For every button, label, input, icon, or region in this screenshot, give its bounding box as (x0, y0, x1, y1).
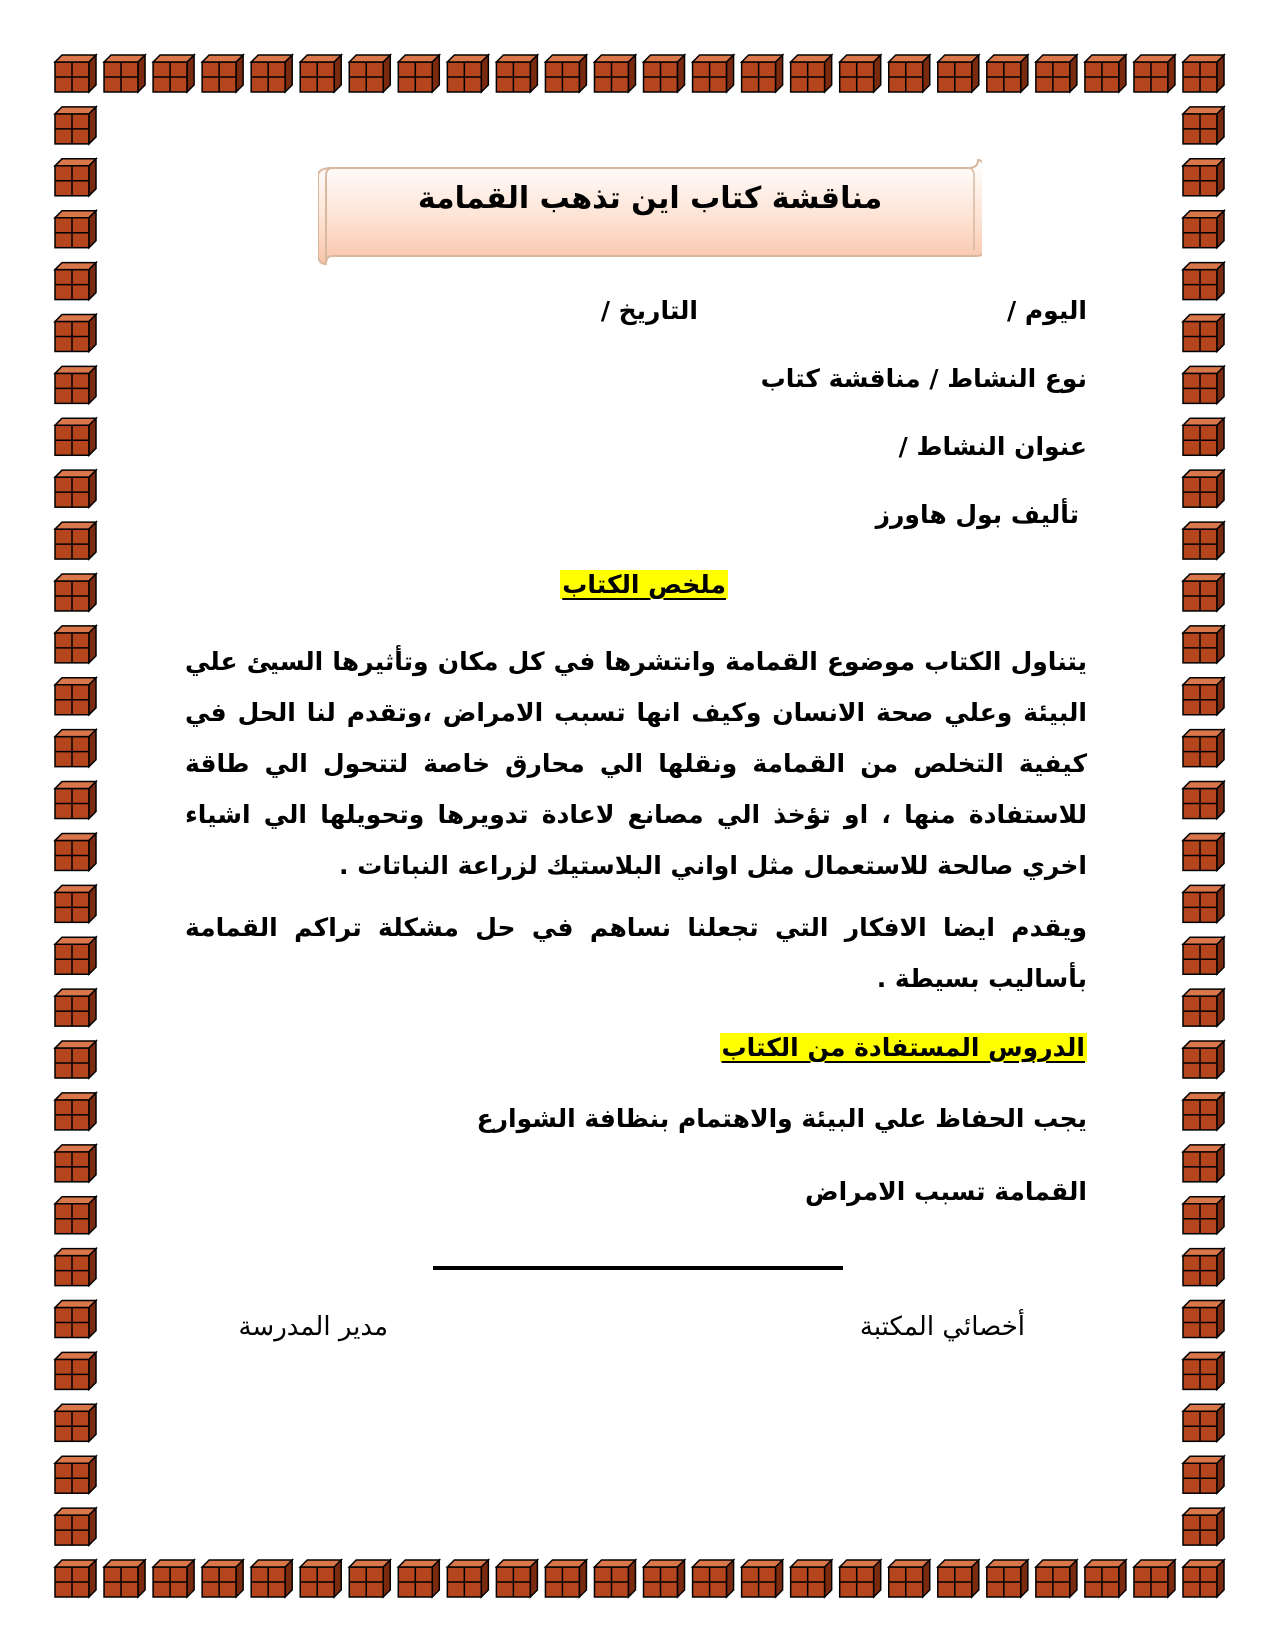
border-box-icon (202, 1560, 243, 1597)
page-title: مناقشة كتاب اين تذهب القمامة (417, 180, 883, 216)
border-box-icon (693, 55, 734, 92)
border-box-icon (55, 885, 96, 922)
border-box-icon (1183, 730, 1224, 767)
border-box-icon (1183, 678, 1224, 715)
border-box-icon (1183, 1301, 1224, 1338)
border-box-icon (1183, 1093, 1224, 1130)
border-box-icon (644, 55, 685, 92)
border-box-icon (1183, 937, 1224, 974)
border-box-icon (55, 1404, 96, 1441)
border-box-icon (1183, 211, 1224, 248)
border-box-icon (1183, 263, 1224, 300)
border-box-icon (55, 730, 96, 767)
border-box-icon (55, 314, 96, 351)
border-box-icon (55, 678, 96, 715)
border-box-icon (1183, 1404, 1224, 1441)
summary-heading: ملخص الكتاب (562, 570, 726, 599)
border-box-icon (1183, 418, 1224, 455)
border-box-icon (55, 1197, 96, 1234)
border-box-icon (55, 1352, 96, 1389)
author-field: تأليف بول هاورز (875, 500, 1079, 529)
signature-line (433, 1266, 843, 1270)
border-box-icon (1183, 574, 1224, 611)
border-box-icon (202, 55, 243, 92)
border-box-icon (398, 1560, 439, 1597)
border-box-icon (791, 55, 832, 92)
border-box-icon (55, 782, 96, 819)
border-box-icon (104, 1560, 145, 1597)
border-box-icon (251, 55, 292, 92)
border-box-icon (1085, 1560, 1126, 1597)
border-box-icon (1183, 1352, 1224, 1389)
border-box-icon (545, 1560, 586, 1597)
border-box-icon (1134, 55, 1175, 92)
border-box-icon (791, 1560, 832, 1597)
border-box-icon (1183, 782, 1224, 819)
border-box-icon (1183, 366, 1224, 403)
border-box-icon (447, 55, 488, 92)
border-box-icon (1085, 55, 1126, 92)
border-box-icon (55, 1041, 96, 1078)
border-box-icon (840, 1560, 881, 1597)
border-box-icon (398, 55, 439, 92)
border-box-icon (1183, 1560, 1224, 1597)
lesson-item-1: يجب الحفاظ علي البيئة والاهتمام بنظافة الشوارع (476, 1104, 1087, 1133)
activity-type-field: نوع النشاط / مناقشة كتاب (760, 364, 1087, 393)
border-box-icon (55, 989, 96, 1026)
border-box-icon (55, 1456, 96, 1493)
border-box-icon (55, 211, 96, 248)
border-box-icon (349, 1560, 390, 1597)
border-box-icon (987, 55, 1028, 92)
border-box-icon (1036, 1560, 1077, 1597)
border-box-icon (55, 1145, 96, 1182)
border-box-icon (742, 1560, 783, 1597)
border-box-icon (496, 55, 537, 92)
principal-signature-label: مدير المدرسة (238, 1312, 388, 1342)
border-box-icon (1183, 1145, 1224, 1182)
border-box-icon (545, 55, 586, 92)
summary-paragraph-1: يتناول الكتاب موضوع القمامة وانتشرها في كل مكان وتأثيرها السيئ علي البيئة وعلي صحة الانسان وكيف انها تسبب الامراض ،وتقدم لنا الحل في كيفية التخلص من القمامة ونقلها الي محارق خاصة لتتحول الي طاقة للاستفادة منها ، او تؤخذ الي مصانع لاعادة تدويرها وتحويلها الي اشياء اخري صالحة للاستعمال مثل اواني البلاستيك لزراعة النباتات . (185, 647, 1087, 880)
lesson-item-2: القمامة تسبب الامراض (804, 1177, 1087, 1206)
border-box-icon (55, 55, 96, 92)
border-box-icon (1183, 626, 1224, 663)
border-box-icon (1183, 159, 1224, 196)
border-box-icon (1183, 55, 1224, 92)
border-box-icon (300, 1560, 341, 1597)
border-box-icon (55, 937, 96, 974)
border-box-icon (1183, 989, 1224, 1026)
border-box-icon (1183, 1197, 1224, 1234)
border-box-icon (1183, 1508, 1224, 1545)
border-box-icon (55, 1301, 96, 1338)
border-box-icon (55, 1508, 96, 1545)
border-box-icon (1183, 107, 1224, 144)
border-box-icon (55, 1249, 96, 1286)
border-box-icon (300, 55, 341, 92)
date-field: التاريخ / (600, 296, 698, 325)
border-box-icon (1183, 314, 1224, 351)
border-box-icon (987, 1560, 1028, 1597)
border-box-icon (55, 107, 96, 144)
border-box-icon (1134, 1560, 1175, 1597)
border-box-icon (938, 55, 979, 92)
librarian-signature-label: أخصائي المكتبة (859, 1312, 1025, 1342)
summary-paragraph-2: ويقدم ايضا الافكار التي تجعلنا نساهم في حل مشكلة تراكم القمامة بأساليب بسيطة . (185, 913, 1087, 993)
border-box-icon (55, 263, 96, 300)
border-box-icon (840, 55, 881, 92)
border-box-icon (104, 55, 145, 92)
border-box-icon (251, 1560, 292, 1597)
border-box-icon (55, 626, 96, 663)
border-box-icon (644, 1560, 685, 1597)
border-box-icon (1183, 470, 1224, 507)
border-box-icon (55, 366, 96, 403)
border-box-icon (1183, 1041, 1224, 1078)
border-box-icon (55, 418, 96, 455)
border-box-icon (55, 833, 96, 870)
border-box-icon (55, 574, 96, 611)
lessons-heading: الدروس المستفادة من الكتاب (721, 1033, 1085, 1062)
border-box-icon (496, 1560, 537, 1597)
border-box-icon (1183, 1456, 1224, 1493)
border-box-icon (1183, 522, 1224, 559)
border-box-icon (55, 470, 96, 507)
border-box-icon (349, 55, 390, 92)
border-box-icon (1183, 885, 1224, 922)
border-box-icon (938, 1560, 979, 1597)
activity-title-field: عنوان النشاط / (898, 432, 1087, 461)
border-box-icon (594, 55, 635, 92)
border-box-icon (55, 159, 96, 196)
border-box-icon (1036, 55, 1077, 92)
border-box-icon (55, 1560, 96, 1597)
border-box-icon (447, 1560, 488, 1597)
border-box-icon (742, 55, 783, 92)
border-box-icon (153, 1560, 194, 1597)
border-box-icon (1183, 1249, 1224, 1286)
border-box-icon (693, 1560, 734, 1597)
border-box-icon (153, 55, 194, 92)
border-box-icon (55, 1093, 96, 1130)
border-box-icon (889, 55, 930, 92)
day-field: اليوم / (1007, 296, 1087, 325)
border-box-icon (1183, 833, 1224, 870)
border-box-icon (889, 1560, 930, 1597)
border-box-icon (55, 522, 96, 559)
border-box-icon (594, 1560, 635, 1597)
